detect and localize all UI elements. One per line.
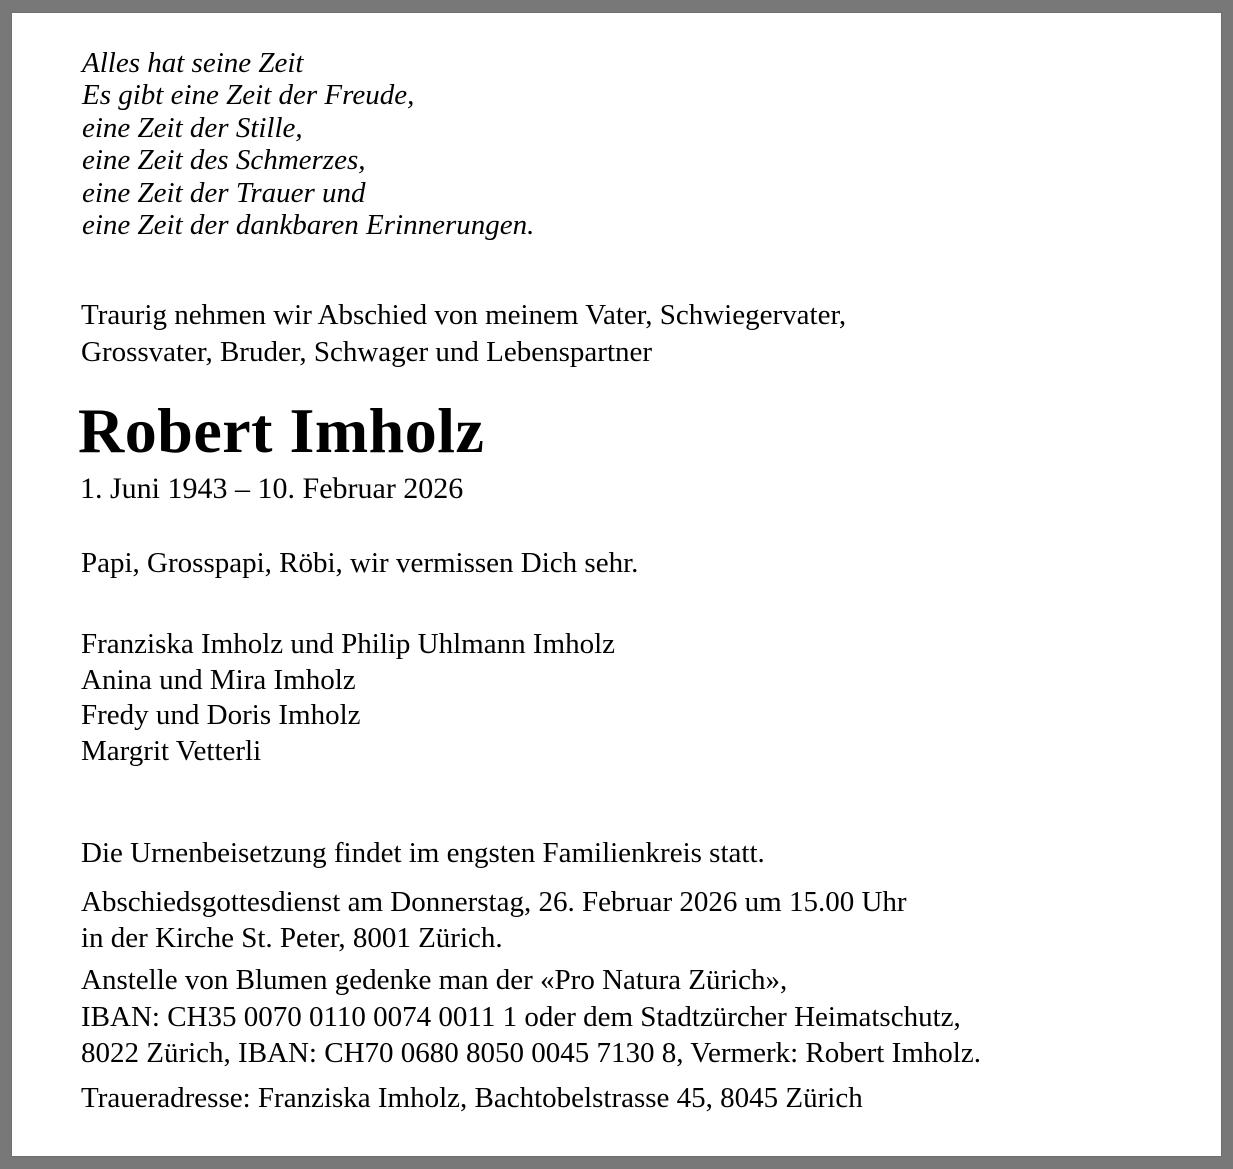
poem-line: Es gibt eine Zeit der Freude, bbox=[82, 79, 415, 112]
funeral-service-paragraph bbox=[81, 884, 907, 956]
obituary-paper bbox=[11, 12, 1222, 1157]
donation-paragraph bbox=[81, 962, 981, 1072]
poem-line: eine Zeit der dankbaren Erinnerungen. bbox=[82, 209, 535, 242]
poem-line: Alles hat seine Zeit bbox=[82, 47, 304, 79]
family-list bbox=[81, 627, 615, 769]
poem-line: eine Zeit der Stille, bbox=[82, 111, 303, 144]
intro-line: Traurig nehmen wir Abschied von meinem Vater, Schwiegervater, bbox=[81, 299, 847, 331]
family-member-line: Franziska Imholz und Philip Uhlmann Imholz bbox=[81, 628, 616, 660]
poem-line: eine Zeit des Schmerzes, bbox=[82, 144, 366, 177]
intro-line: Grossvater, Bruder, Schwager und Lebenspartner bbox=[81, 336, 653, 368]
donation-line: IBAN: CH35 0070 0110 0074 0011 1 oder dem Stadtzürcher Heimatschutz, bbox=[81, 1000, 961, 1033]
mourning-address: Traueradresse: Franziska Imholz, Bachtobelstrasse 45, 8045 Zürich bbox=[81, 1082, 863, 1114]
deceased-name: Robert Imholz bbox=[78, 395, 485, 466]
poem-block bbox=[82, 47, 534, 241]
funeral-service-line: Abschiedsgottesdienst am Donnerstag, 26. Februar 2026 um 15.00 Uhr bbox=[81, 886, 907, 918]
family-member-line: Fredy und Doris Imholz bbox=[81, 699, 361, 731]
funeral-service-line: in der Kirche St. Peter, 8001 Zürich. bbox=[81, 922, 503, 954]
farewell-line: Papi, Grosspapi, Röbi, wir vermissen Dich sehr. bbox=[81, 547, 639, 579]
donation-line: Anstelle von Blumen gedenke man der «Pro Natura Zürich», bbox=[81, 964, 788, 996]
donation-line: 8022 Zürich, IBAN: CH70 0680 8050 0045 7130 8, Vermerk: Robert Imholz. bbox=[81, 1037, 981, 1069]
family-member-line: Anina und Mira Imholz bbox=[81, 663, 356, 696]
family-member-line: Margrit Vetterli bbox=[81, 734, 262, 767]
life-dates: 1. Juni 1943 – 10. Februar 2026 bbox=[80, 472, 464, 505]
intro-paragraph bbox=[81, 297, 846, 371]
poem-line: eine Zeit der Trauer und bbox=[82, 176, 366, 209]
urn-notice: Die Urnenbeisetzung findet im engsten Familienkreis statt. bbox=[81, 837, 765, 869]
